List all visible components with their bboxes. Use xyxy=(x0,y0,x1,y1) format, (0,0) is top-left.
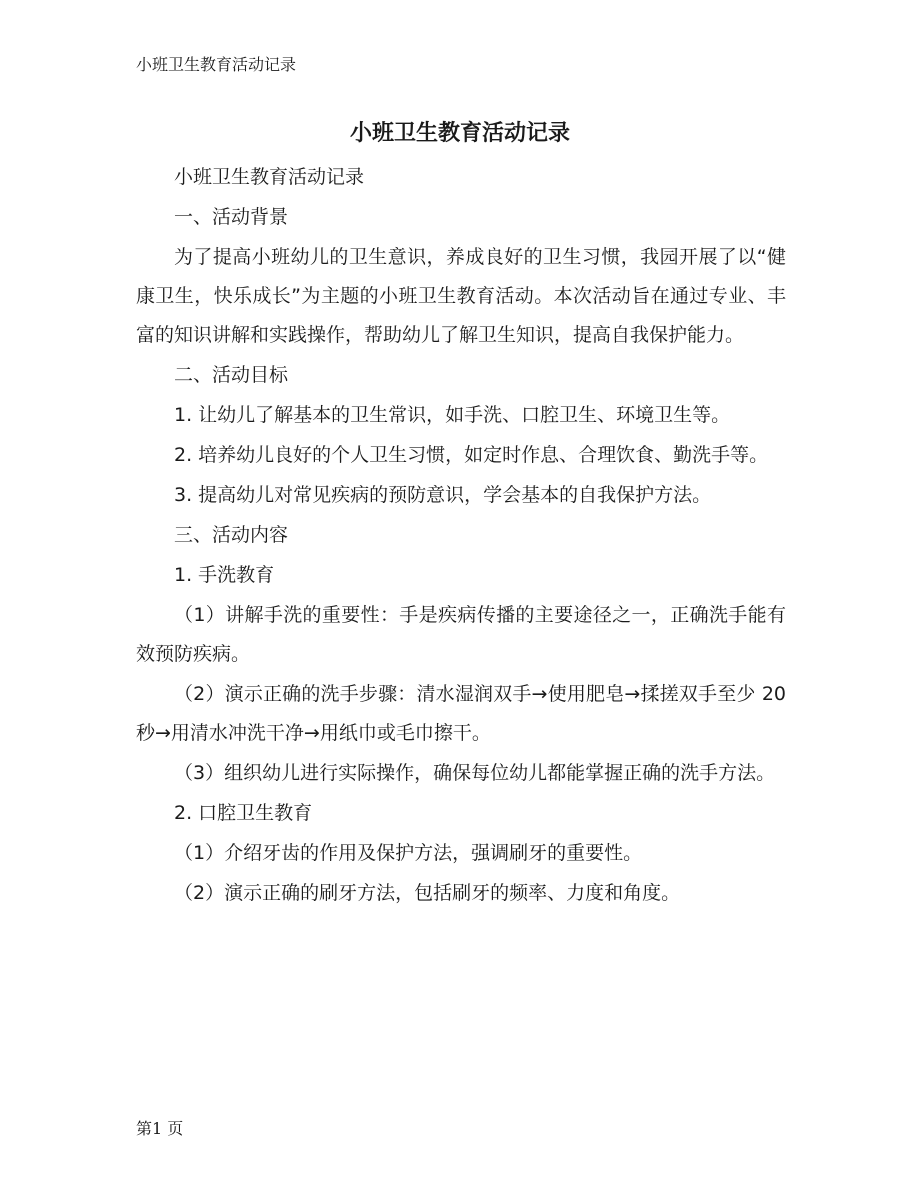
document-title: 小班卫生教育活动记录 xyxy=(349,120,570,146)
list-item: 1. 让幼儿了解基本的卫生常识，如手洗、口腔卫生、环境卫生等。 xyxy=(174,404,731,426)
subsection-heading: 1. 手洗教育 xyxy=(174,564,275,586)
section-heading: 一、活动背景 xyxy=(174,206,289,228)
list-item: （2）演示正确的刷牙方法，包括刷牙的频率、力度和角度。 xyxy=(174,882,681,904)
section-heading: 二、活动目标 xyxy=(174,364,289,386)
list-item: （2）演示正确的洗手步骤：清水湿润双手→使用肥皂→揉搓双手至少 20 秒→用清水冲洗干净→用纸巾或毛巾擦干。 xyxy=(136,683,786,744)
list-item: 2. 培养幼儿良好的个人卫生习惯，如定时作息、合理饮食、勤洗手等。 xyxy=(174,444,769,466)
page-number: 第1 页 xyxy=(136,1119,184,1138)
paragraph: 为了提高小班幼儿的卫生意识，养成良好的卫生习惯，我园开展了以“健康卫生，快乐成长”为主题的小班卫生教育活动。本次活动旨在通过专业、丰富的知识讲解和实践操作，帮助幼儿了解卫生知识，提高自我保护能力。 xyxy=(136,246,786,346)
subsection-heading: 2. 口腔卫生教育 xyxy=(174,802,313,824)
document-body xyxy=(136,158,786,914)
list-item: （3）组织幼儿进行实际操作，确保每位幼儿都能掌握正确的洗手方法。 xyxy=(174,762,776,784)
paragraph: 小班卫生教育活动记录 xyxy=(174,166,365,188)
running-header: 小班卫生教育活动记录 xyxy=(136,55,297,74)
list-item: （1）介绍牙齿的作用及保护方法，强调刷牙的重要性。 xyxy=(174,842,643,864)
section-heading: 三、活动内容 xyxy=(174,524,289,546)
list-item: （1）讲解手洗的重要性：手是疾病传播的主要途径之一，正确洗手能有效预防疾病。 xyxy=(136,604,786,665)
list-item: 3. 提高幼儿对常见疾病的预防意识，学会基本的自我保护方法。 xyxy=(174,484,712,506)
